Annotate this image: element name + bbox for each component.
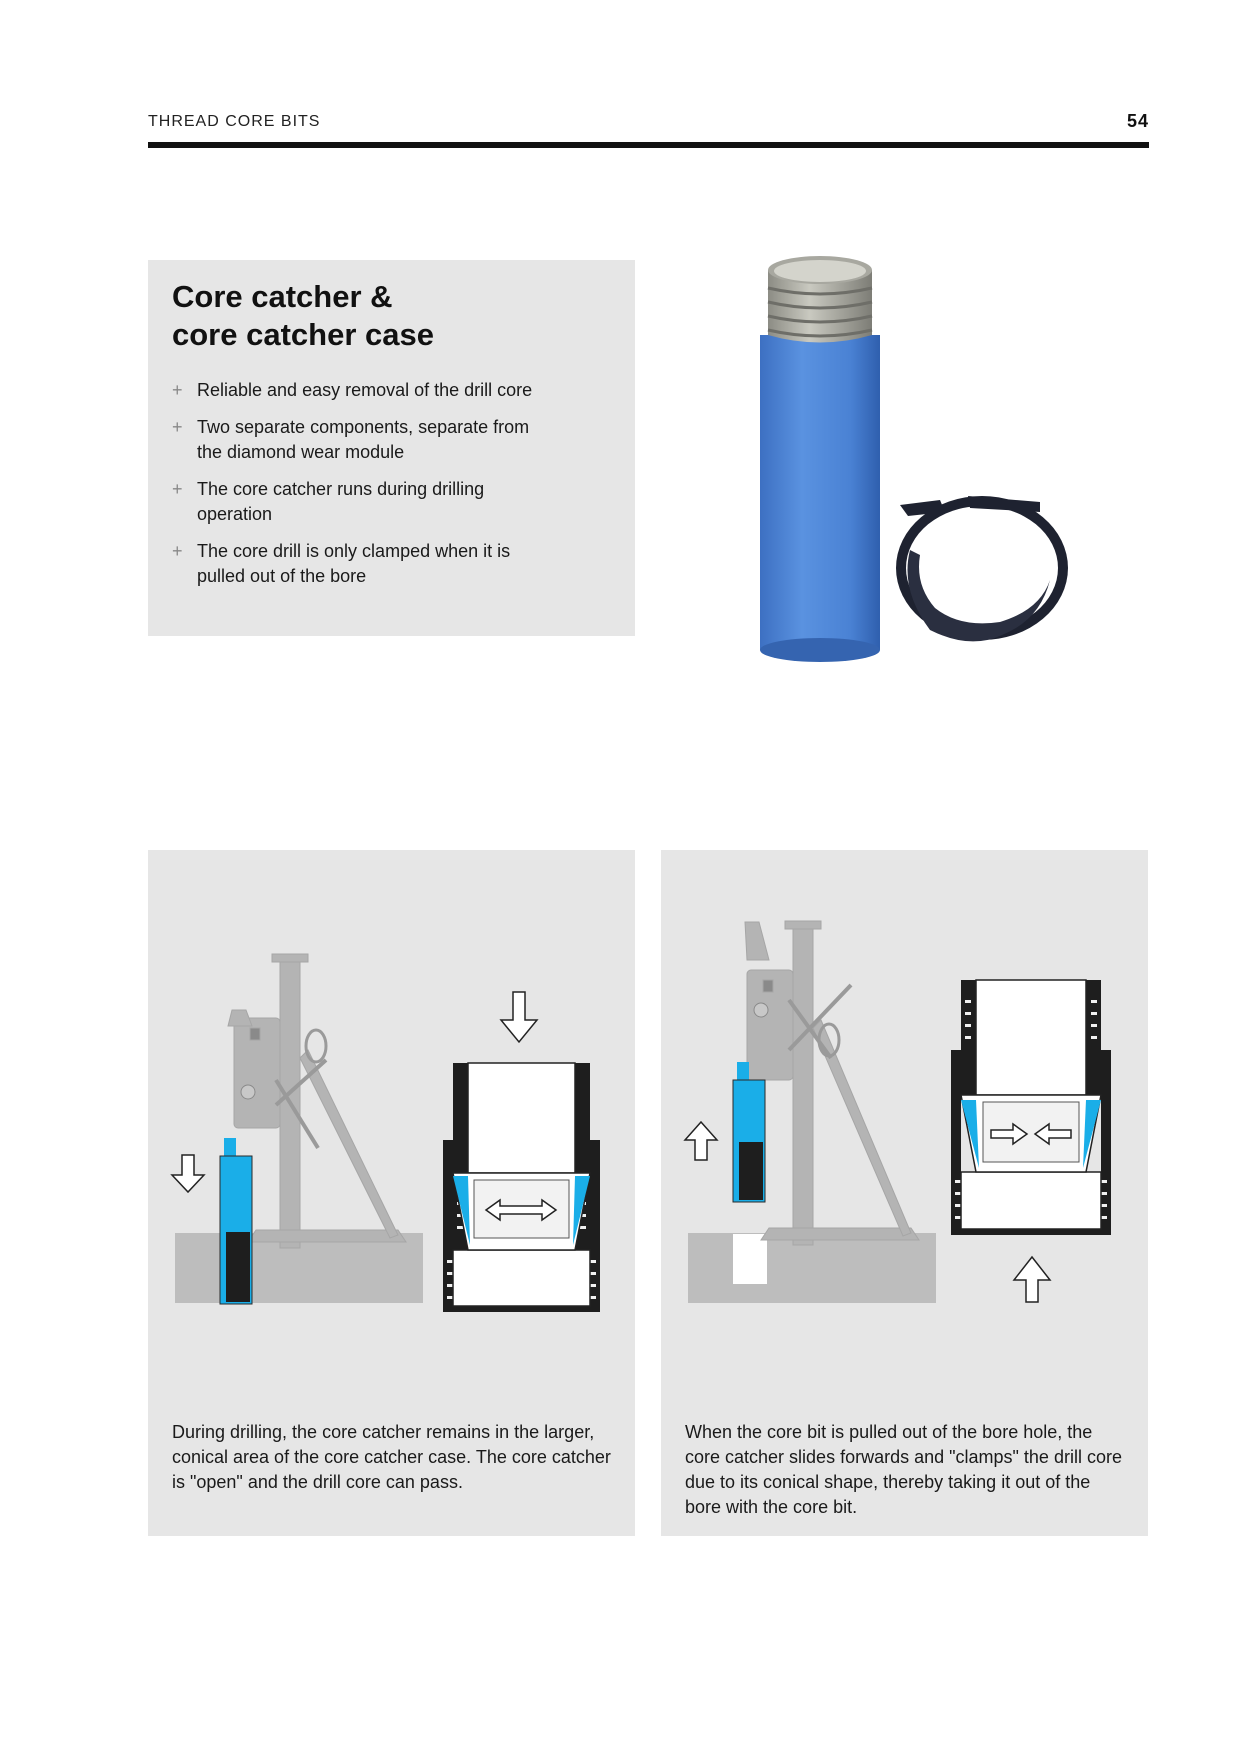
core-catcher-case-tube <box>760 256 880 662</box>
plus-bullet-icon: + <box>172 380 183 400</box>
core-catcher-ring <box>896 496 1068 641</box>
feature-title <box>172 278 611 354</box>
arrow-down-icon <box>172 1155 204 1192</box>
feature-list <box>172 378 611 589</box>
plus-bullet-icon: + <box>172 479 183 499</box>
feature-item <box>172 539 537 589</box>
page-number: 54 <box>1126 111 1149 131</box>
header-rule <box>148 142 1149 148</box>
feature-title-line-2: core catcher case <box>172 317 434 352</box>
feature-item <box>172 415 537 465</box>
section-label: THREAD CORE BITS <box>148 113 321 130</box>
pulling-diagram-card <box>661 850 1148 1536</box>
arrow-up-icon <box>1014 1257 1050 1302</box>
core-bit-lifted <box>733 1062 765 1202</box>
core-catcher-photo <box>740 250 1100 680</box>
arrow-down-icon <box>501 992 537 1042</box>
drilling-diagram-card <box>148 850 635 1536</box>
plus-bullet-icon: + <box>172 541 183 561</box>
drilling-caption: During drilling, the core catcher remains in the larger, conical area of the core catcher case. The core catcher is "open" and the drill core can pass. <box>172 1422 611 1492</box>
arrow-up-icon <box>685 1122 717 1160</box>
feature-item-text: Two separate components, separate from the diamond wear module <box>197 417 530 462</box>
core-bit-in-ground <box>220 1138 252 1304</box>
plus-bullet-icon: + <box>172 417 183 437</box>
feature-panel <box>148 260 635 636</box>
core-catcher-case-section <box>443 1063 600 1312</box>
feature-title-line-1: Core catcher & <box>172 279 393 314</box>
pulling-caption: When the core bit is pulled out of the bore hole, the core catcher slides forwards and "clamps" the drill core due to its conical shape, thereby taking it out of the bore with the core bit. <box>685 1422 1122 1517</box>
drill-stand <box>745 921 919 1245</box>
feature-item-text: The core catcher runs during drilling operation <box>197 479 485 524</box>
pulling-diagram <box>661 850 1148 1390</box>
drill-stand <box>228 954 406 1248</box>
feature-item <box>172 378 537 403</box>
feature-item <box>172 477 537 527</box>
feature-item-text: The core drill is only clamped when it is pulled out of the bore <box>197 541 511 586</box>
feature-item-text: Reliable and easy removal of the drill core <box>197 380 533 400</box>
drilling-diagram <box>148 850 635 1390</box>
core-catcher-case-section <box>951 980 1111 1235</box>
